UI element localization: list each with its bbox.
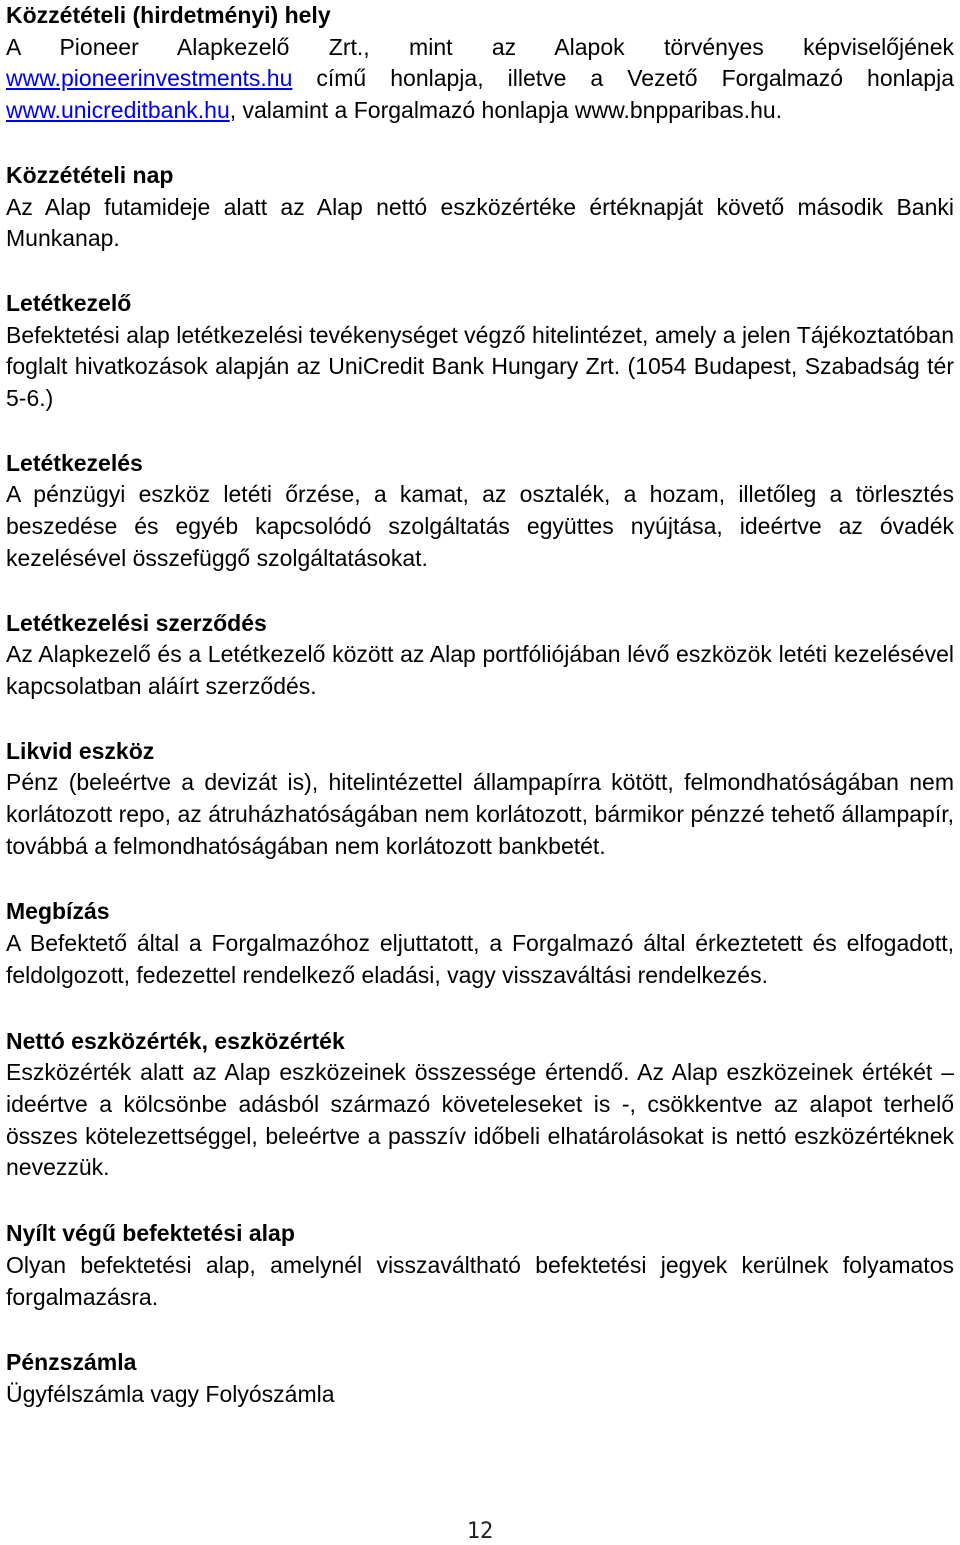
section-heading: Közzétételi nap <box>6 161 174 188</box>
section-nyilt-vegu-alap <box>6 1218 954 1313</box>
section-heading: Közzétételi (hirdetményi) hely <box>6 2 331 28</box>
document-page <box>6 0 954 1411</box>
section-heading: Nettó eszközérték, eszközérték <box>6 1027 345 1054</box>
section-heading: Megbízás <box>6 898 110 925</box>
section-heading: Letétkezelési szerződés <box>6 609 267 636</box>
section-likvid-eszkoz <box>6 736 954 863</box>
section-letetkezeles <box>6 448 954 575</box>
section-body: Eszközérték alatt az Alap eszközeinek összessége értendő. Az Alap eszközeinek értékét – ideértve a kölcsönbe adásból származó követeleseket is -, csökkentve az alapot terhelő összes kötelezettséggel, beleértve a passzív időbeli elhatárolásokat is nettó eszközértéknek nevezzük. <box>6 1059 954 1181</box>
section-body: Az Alapkezelő és a Letétkezelő között az Alap portfóliójában lévő eszközök letéti kezelésével kapcsolatban aláírt szerződés. <box>6 641 954 699</box>
section-heading: Likvid eszköz <box>6 737 155 764</box>
section-heading: Letétkezelés <box>6 449 143 476</box>
body-text: , valamint a Forgalmazó honlapja www.bnpparibas.hu. <box>229 97 783 124</box>
section-body: A pénzügyi eszköz letéti őrzése, a kamat, az osztalék, a hozam, illetőleg a törlesztés beszedése és egyéb kapcsolódó szolgáltatás együttes nyújtása, ideértve az óvadék kezelésével összefüggő szolgáltatásokat. <box>6 481 954 571</box>
page-number: 12 <box>466 1519 494 1544</box>
section-body: Olyan befektetési alap, amelynél visszaváltható befektetési jegyek kerülnek folyamatos forgalmazásra. <box>6 1251 954 1310</box>
section-netto-eszkozertek <box>6 1026 954 1185</box>
section-megbizas <box>6 896 954 991</box>
body-text: A Pioneer Alapkezelő Zrt., mint az Alapok törvényes képviselőjének <box>6 33 954 60</box>
section-body: Pénz (beleértve a devizát is), hitelintézettel állampapírra kötött, felmondhatóságában nem korlátozott repo, az átruházhatóságában nem korlátozott, bármikor pénzzé tehető állampapír, továbbá a felmondhatóságában nem korlátozott bankbetét. <box>6 769 954 859</box>
pioneer-link[interactable]: www.pioneerinvestments.hu <box>6 65 293 92</box>
section-letetkezelesi-szerzodes <box>6 608 954 703</box>
section-body: Ügyfélszámla vagy Folyószámla <box>6 1380 335 1407</box>
section-penzszamla <box>6 1347 954 1410</box>
section-body: Befektetési alap letétkezelési tevékenységet végző hitelintézet, amely a jelen Tájékoztatóban foglalt hivatkozások alapján az UniCredit Bank Hungary Zrt. (1054 Budapest, Szabadság tér 5-6.) <box>6 321 954 412</box>
section-heading: Nyílt végű befektetési alap <box>6 1220 295 1247</box>
section-heading: Letétkezelő <box>6 289 132 316</box>
unicreditbank-link[interactable]: www.unicreditbank.hu <box>6 97 230 124</box>
section-kozzeteteli-hely <box>6 0 954 127</box>
body-text: című honlapja, illetve a Vezető Forgalmazó honlapja <box>292 65 954 92</box>
section-letetkezelo <box>6 288 954 415</box>
section-body <box>6 32 954 127</box>
section-body: Az Alap futamideje alatt az Alap nettó eszközértéke értéknapját követő második Banki Munkanap. <box>6 193 954 252</box>
section-kozzeteteli-nap <box>6 160 954 255</box>
section-heading: Pénzszámla <box>6 1349 137 1376</box>
section-body: A Befektető által a Forgalmazóhoz eljuttatott, a Forgalmazó által érkeztetett és elfogadott, feldolgozott, fedezettel rendelkező eladási, vagy visszaváltási rendelkezés. <box>6 930 954 988</box>
